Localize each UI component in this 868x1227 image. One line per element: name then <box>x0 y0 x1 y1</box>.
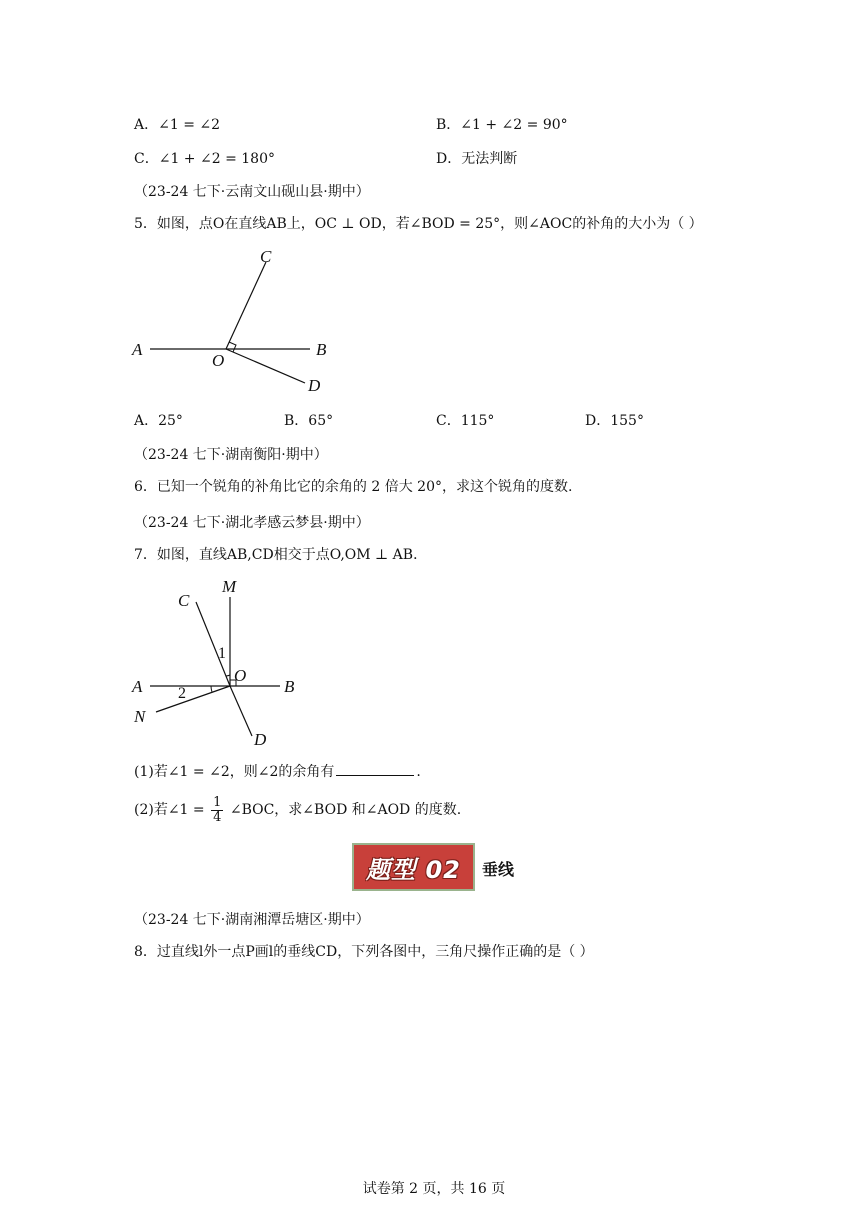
q7-part-2-suffix: ∠BOC，求∠BOD 和∠AOD 的度数. <box>229 802 462 818</box>
q7-figure <box>120 572 320 752</box>
page-footer: 试卷第 2 页，共 16 页 <box>362 1181 506 1197</box>
q5-option-b: B．65° <box>284 413 334 429</box>
q5-label-a: A <box>132 340 143 359</box>
q7-source: （23-24 七下·湖北孝感云梦县·期中） <box>134 515 370 531</box>
q8-question: 8．过直线l外一点P画l的垂线CD，下列各图中，三角尺操作正确的是（ ） <box>134 944 594 960</box>
q7-angle-2: 2 <box>178 685 186 702</box>
section-title: 垂线 <box>482 860 515 879</box>
q7-label-o: O <box>234 666 247 685</box>
q5-question: 5．如图，点O在直线AB上，OC ⊥ OD，若∠BOD = 25°，则∠AOC的补角的大小为（ ） <box>134 216 703 232</box>
q5-option-c: C．115° <box>436 413 495 429</box>
section-badge-label: 题型 02 <box>366 855 461 884</box>
q5-label-c: C <box>260 247 272 266</box>
q6-source: （23-24 七下·湖南衡阳·期中） <box>134 447 328 463</box>
q5-option-d: D．155° <box>585 413 644 429</box>
section-badge <box>352 843 475 891</box>
q7-part-2-prefix: (2)若∠1 = <box>134 802 205 818</box>
q4-option-c: C．∠1 + ∠2 = 180° <box>134 151 275 167</box>
q5-figure <box>120 240 350 400</box>
q5-label-o: O <box>212 351 225 370</box>
q7-label-n: N <box>134 707 146 726</box>
q5-source: （23-24 七下·云南文山砚山县·期中） <box>134 184 370 200</box>
q7-label-a: A <box>132 677 143 696</box>
q7-part-1 <box>134 762 421 781</box>
q4-option-a: A．∠1 = ∠2 <box>134 117 221 133</box>
q4-option-b: B．∠1 + ∠2 = 90° <box>436 117 568 133</box>
fraction-denominator: 4 <box>213 809 222 825</box>
q5-label-b: B <box>316 340 327 359</box>
q7-part-1-text: (1)若∠1 = ∠2，则∠2的余角有 <box>134 764 335 780</box>
q7-question: 7．如图，直线AB,CD相交于点O,OM ⊥ AB． <box>134 547 428 563</box>
q6-question: 6．已知一个锐角的补角比它的余角的 2 倍大 20°，求这个锐角的度数. <box>134 479 573 495</box>
fraction-one-quarter <box>211 796 223 825</box>
q7-label-m: M <box>222 577 237 596</box>
fraction-numerator: 1 <box>213 794 222 810</box>
q7-part-2 <box>134 794 461 826</box>
q7-label-b: B <box>284 677 295 696</box>
q7-label-d: D <box>254 730 267 749</box>
q5-option-a: A．25° <box>134 413 183 429</box>
q7-part-1-end: . <box>416 764 421 780</box>
q4-option-d: D．无法判断 <box>436 151 518 167</box>
answer-blank[interactable] <box>336 762 414 776</box>
q8-source: （23-24 七下·湖南湘潭岳塘区·期中） <box>134 912 370 928</box>
q7-label-c: C <box>178 591 190 610</box>
q5-label-d: D <box>308 376 321 395</box>
q7-angle-1: 1 <box>218 645 226 662</box>
